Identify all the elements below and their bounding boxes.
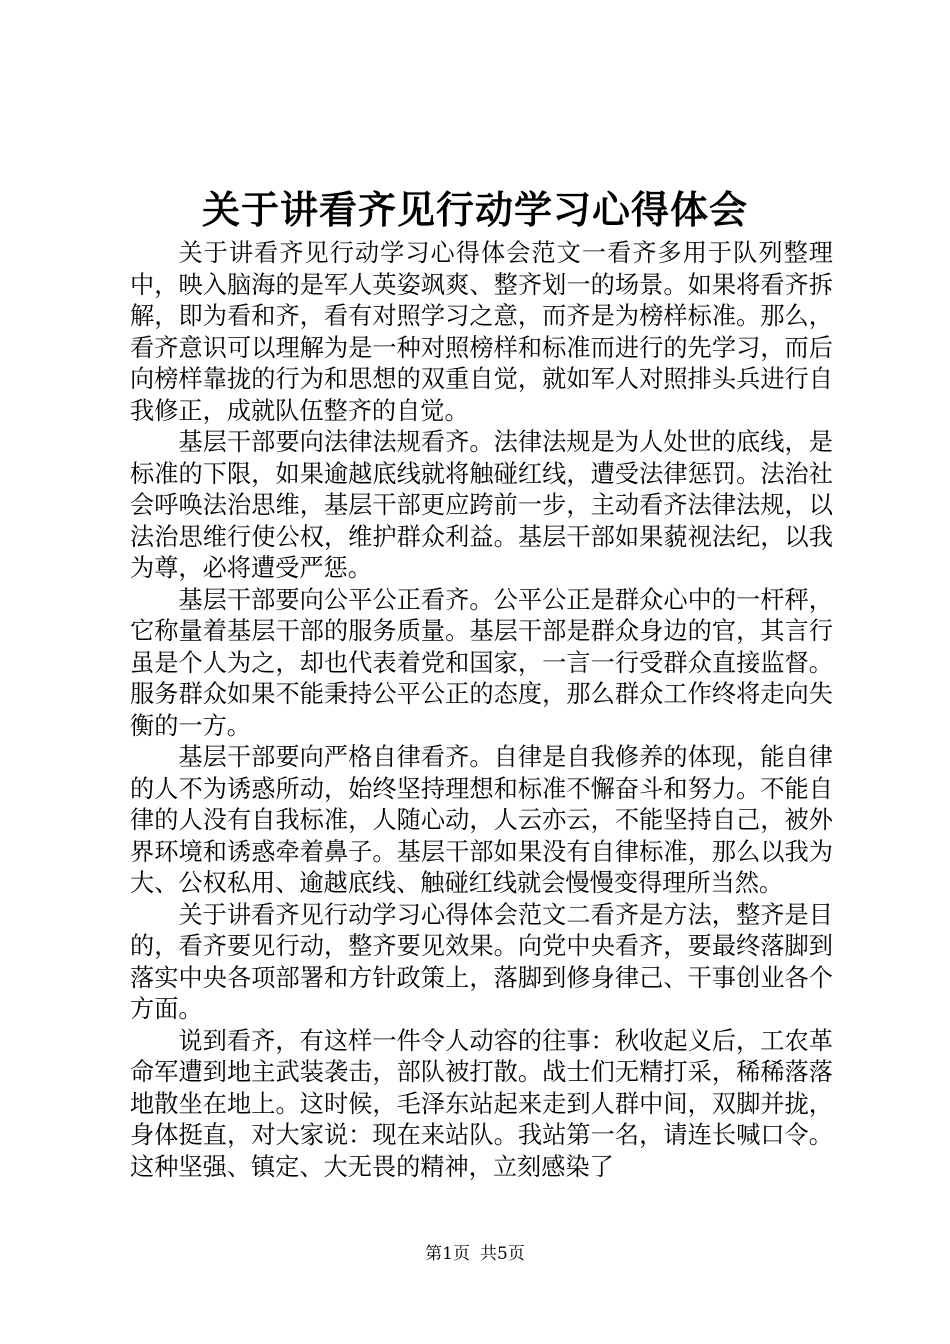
paragraph: 基层干部要向法律法规看齐。法律法规是为人处世的底线，是标准的下限，如果逾越底线就将触碰红线，遭受法律惩罚。法治社会呼唤法治思维，基层干部更应跨前一步，主动看齐法律法规，以法治思维行使公权，维护群众利益。基层干部如果藐视法纪，以我为尊，必将遭受严惩。 [130, 428, 833, 582]
page-number: 第1页 [425, 1244, 470, 1264]
paragraph: 基层干部要向严格自律看齐。自律是自我修养的体现，能自律的人不为诱惑所动，始终坚持理想和标准不懈奋斗和努力。不能自律的人没有自我标准，人随心动，人云亦云，不能坚持自己，被外界环境和诱惑牵着鼻子。基层干部如果没有自律标准，那么以我为大、公权私用、逾越底线、触碰红线就会慢慢变得理所当然。 [130, 743, 833, 897]
paragraph: 关于讲看齐见行动学习心得体会范文一看齐多用于队列整理中，映入脑海的是军人英姿飒爽、整齐划一的场景。如果将看齐拆解，即为看和齐，看有对照学习之意，而齐是为榜样标准。那么，看齐意识可以理解为是一种对照榜样和标准而进行的先学习，而后向榜样靠拢的行为和思想的双重自觉，就如军人对照排头兵进行自我修正，成就队伍整齐的自觉。 [130, 239, 833, 425]
document-title: 关于讲看齐见行动学习心得体会 [201, 187, 748, 232]
paragraph: 说到看齐，有这样一件令人动容的往事：秋收起义后，工农革命军遭到地主武装袭击，部队被打散。战士们无精打采，稀稀落落地散坐在地上。这时候，毛泽东站起来走到人群中间，双脚并拢，身体挺直，对大家说：现在来站队。我站第一名，请连长喊口令。这种坚强、镇定、大无畏的精神，立刻感染了 [130, 1026, 833, 1181]
paragraph: 基层干部要向公平公正看齐。公平公正是群众心中的一杆秤，它称量着基层干部的服务质量。基层干部是群众身边的官，其言行虽是个人为之，却也代表着党和国家，一言一行受群众直接监督。服务群众如果不能秉持公平公正的态度，那么群众工作终将走向失衡的一方。 [130, 585, 833, 740]
document-body [130, 238, 833, 1183]
paragraph: 关于讲看齐见行动学习心得体会范文二看齐是方法，整齐是目的，看齐要见行动，整齐要见效果。向党中央看齐，要最终落脚到落实中央各项部署和方针政策上，落脚到修身律己、干事创业各个方面。 [130, 900, 833, 1023]
page-footer [0, 1243, 950, 1265]
page-total: 共5页 [480, 1244, 525, 1264]
